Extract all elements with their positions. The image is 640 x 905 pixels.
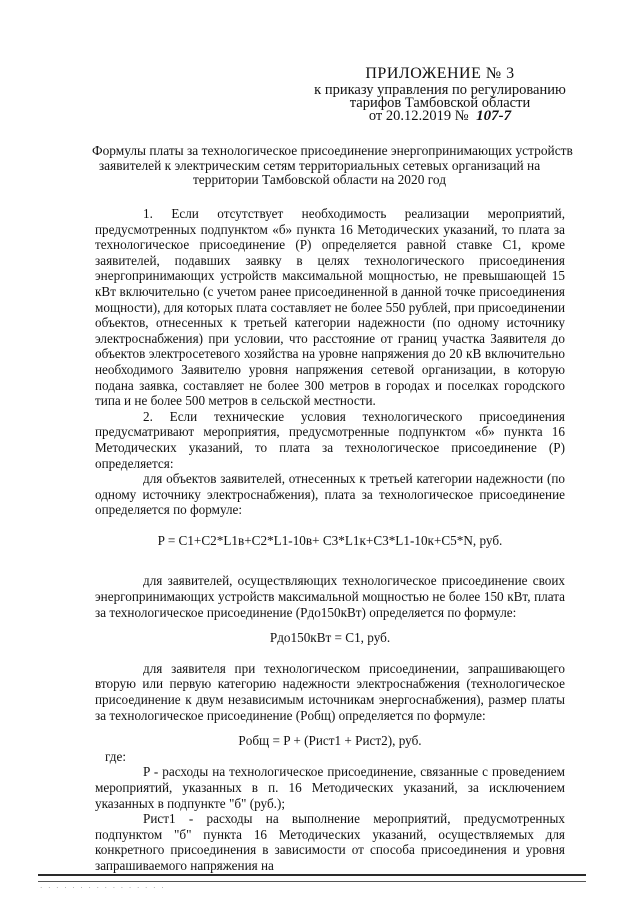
formula-p: P = C1+C2*L1в+C2*L1-10в+ C3*L1к+C3*L1-10к+C5*N, руб. [157,532,503,548]
scan-noise-marks: · · · · · · · · · · · · · · · · [40,884,166,892]
document-title-line2: заявителей к электрическим сетям территориальных сетевых организаций на [98,157,541,173]
formula-p-150kw: Pдо150кВт = C1, руб. [269,630,391,646]
appendix-subtitle-line2: тарифов Тамбовской области [349,95,531,111]
definition-p-ist1: Pист1 - расходы на выполнение мероприятий, предусмотренных подпунктом "б" пункта 16 Методических указаний, осуществляемых для конкретного присоединения в зависимости от способа присоединения и уровня запрашиваемого напряжения на [95,811,565,873]
paragraph-2: 2. Если технические условия технологического присоединения предусматривают мероприятия, предусмотренные подпунктом «б» пункта 16 Методических указаний, то плата за технологическое присоединение (P) определяется: [95,408,565,471]
appendix-date-line [300,109,580,124]
paragraph-3: для объектов заявителей, отнесенных к третьей категории надежности (по одному источнику электроснабжения), плата за технологическое присоединение определяется по формуле: [95,471,565,518]
where-label: где: [105,748,126,764]
bottom-scan-line-thin [38,881,586,882]
document-body [95,206,565,874]
paragraph-1: 1. Если отсутствует необходимость реализации мероприятий, предусмотренных подпунктом «б» пункта 16 Методических указаний, то плата за технологическое присоединение (P) определяется равной ставке C1, кроме заявителей, подавших заявку в целях технологического присоединения энергопринимающих устройств максимальной мощностью, не превышающей 15 кВт включительно (с учетом ранее присоединенной в данной точке присоединения мощности), для которых плата составляет не более 550 рублей, при присоединении объектов, отнесенных к третьей категории надежности (по одному источнику электроснабжения) при условии, что расстояние от границ участка Заявителя до объектов электросетевого хозяйства на уровне напряжения до 20 кВ включительно необходимого Заявителю уровня напряжения сетевой организации, в которую подана заявка, составляет не более 300 метров в городах и поселках городского типа и не более 500 метров в сельской местности. [95,206,565,409]
definition-p: P - расходы на технологическое присоединение, связанные с проведением мероприятий, указанных в п. 16 Методических указаний, за исключением указанных в подпункте "б" (руб.); [95,764,565,811]
document-title [92,143,573,188]
paragraph-4: для заявителей, осуществляющих технологическое присоединение своих энергопринимающих устройств максимальной мощностью не более 150 кВт, плата за технологическое присоединение (Pдо150кВт) определяется по формуле: [95,573,565,620]
order-number-handwritten: 107-7 [476,108,512,124]
appendix-title: ПРИЛОЖЕНИЕ № 3 [365,65,515,82]
formula-p-total: Pобщ = P + (Pист1 + Pист2), руб. [238,733,422,749]
order-date: от 20.12.2019 № [368,108,469,124]
appendix-subtitle-line1: к приказу управления по регулированию [314,82,566,98]
bottom-scan-line [38,874,586,876]
paragraph-5: для заявителя при технологическом присоединении, запрашивающего вторую или первую категорию надежности электроснабжения (технологическое присоединение к двум независимым источникам энергоснабжения), размер платы за технологическое присоединение (Pобщ) определяется по формуле: [95,660,565,723]
document-title-line1: Формулы платы за технологическое присоединение энергопринимающих устройств [92,143,573,158]
document-title-line3: территории Тамбовской области на 2020 год [192,172,447,188]
